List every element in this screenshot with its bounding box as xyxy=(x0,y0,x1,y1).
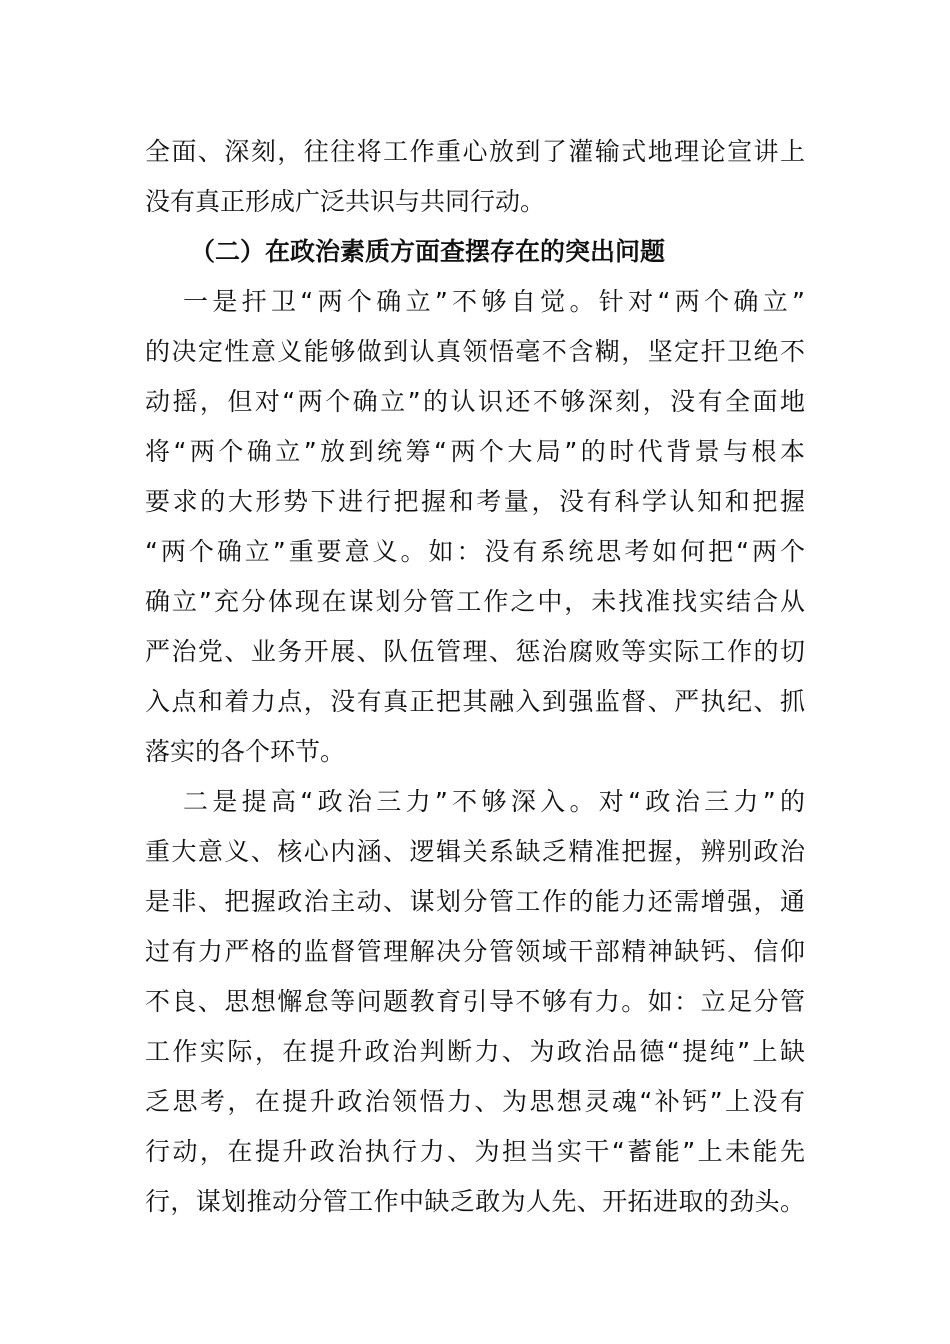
text-line: 二是提高“政治三力”不够深入。对“政治三力”的 xyxy=(183,787,805,816)
text-line: 乏思考，在提升政治领悟力、为思想灵魂“补钙”上没有 xyxy=(145,1087,805,1116)
text-line: 确立”充分体现在谋划分管工作之中，未找准找实结合从 xyxy=(145,587,805,616)
text-line: 工作实际，在提升政治判断力、为政治品德“提纯”上缺 xyxy=(145,1037,805,1066)
text-line: 入点和着力点，没有真正把其融入到强监督、严执纪、抓 xyxy=(145,687,805,716)
text-line: 行，谋划推动分管工作中缺乏敢为人先、开拓进取的劲头。 xyxy=(145,1187,805,1216)
text-line: 的决定性意义能够做到认真领悟毫不含糊，坚定扞卫绝不 xyxy=(145,337,805,366)
text-line: “两个确立”重要意义。如：没有系统思考如何把“两个 xyxy=(145,537,805,566)
paragraph-2 xyxy=(145,777,805,1227)
text-line: 重大意义、核心内涵、逻辑关系缺乏精准把握，辨别政治 xyxy=(145,837,805,866)
text-line: 要求的大形势下进行把握和考量，没有科学认知和把握 xyxy=(145,487,805,516)
paragraph-1 xyxy=(145,277,805,777)
text-line: 不良、思想懈怠等问题教育引导不够有力。如：立足分管 xyxy=(145,987,805,1016)
text-line: 是非、把握政治主动、谋划分管工作的能力还需增强，通 xyxy=(145,887,805,916)
document-page xyxy=(145,127,805,1227)
text-line: 一是扞卫“两个确立”不够自觉。针对“两个确立” xyxy=(183,287,805,316)
text-line: 过有力严格的监督管理解决分管领域干部精神缺钙、信仰 xyxy=(145,937,805,966)
continuation-paragraph xyxy=(145,127,805,227)
text-line: 全面、深刻，往往将工作重心放到了灌输式地理论宣讲上 xyxy=(145,137,805,166)
text-line: 行动，在提升政治执行力、为担当实干“蓄能”上未能先 xyxy=(145,1137,805,1166)
text-line: 将“两个确立”放到统筹“两个大局”的时代背景与根本 xyxy=(145,437,805,466)
text-line: 严治党、业务开展、队伍管理、惩治腐败等实际工作的切 xyxy=(145,637,805,666)
text-line: 动摇，但对“两个确立”的认识还不够深刻，没有全面地 xyxy=(145,387,805,416)
section-heading: （二）在政治素质方面查摆存在的突出问题 xyxy=(190,237,666,266)
text-line: 落实的各个环节。 xyxy=(145,737,346,766)
text-line: 没有真正形成广泛共识与共同行动。 xyxy=(145,187,546,216)
